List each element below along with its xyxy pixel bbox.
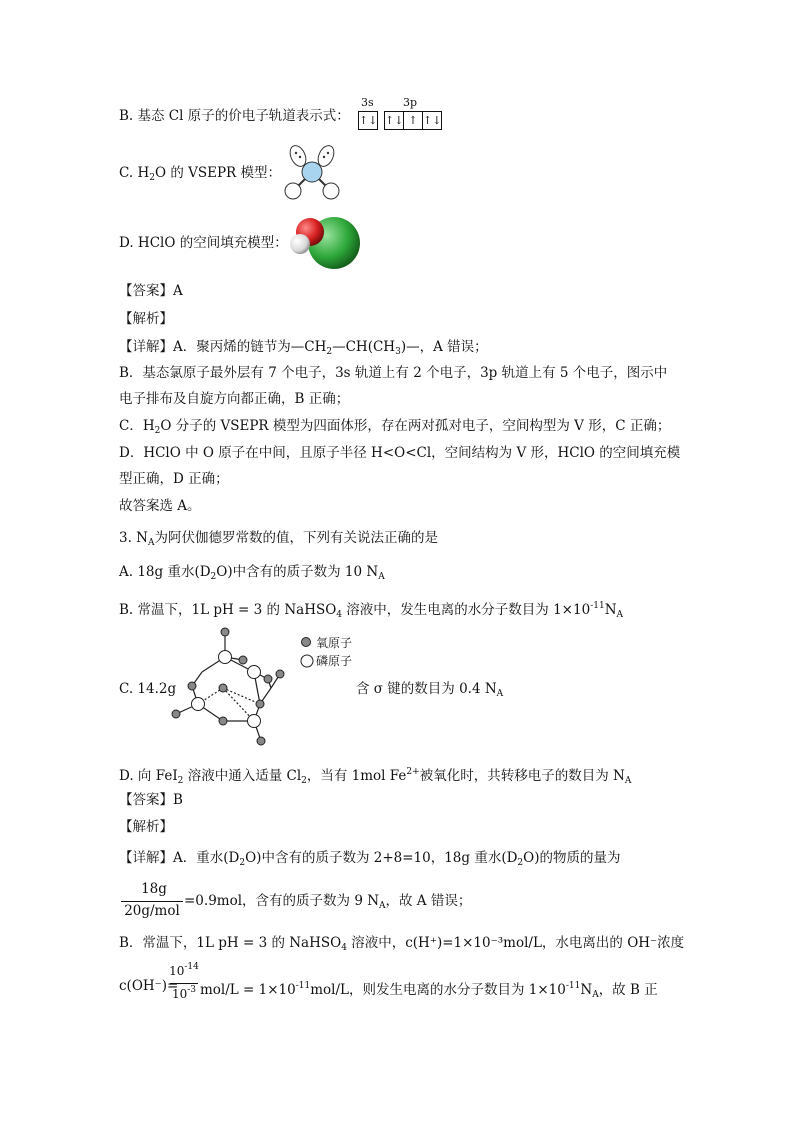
detail-1-line-2 bbox=[119, 364, 667, 382]
detail-1-l4a: C．H bbox=[119, 418, 155, 434]
answer-2 bbox=[119, 791, 183, 809]
q3-b-mid: 溶液中，发生电离的水分子数目为 1×10 bbox=[342, 602, 591, 618]
detail-2-l4-n: N bbox=[580, 982, 593, 998]
q3-b-n: N bbox=[604, 602, 617, 618]
orbital-3p-label: 3p bbox=[403, 96, 418, 109]
analysis-2-text: 【解析】 bbox=[119, 819, 173, 835]
detail-2-l1-o: O bbox=[245, 850, 257, 866]
p4o10-structure-image bbox=[168, 626, 298, 748]
detail-2-l1b: )中含有的质子数为 2+8=10，18g 重水( bbox=[256, 850, 507, 866]
q3-d-mid2: ，当有 1mol Fe bbox=[306, 768, 407, 784]
q3-a-d: D bbox=[199, 564, 211, 580]
option-c bbox=[119, 164, 281, 187]
detail-1-line-3 bbox=[119, 390, 349, 408]
detail-2-l2b: ，故 A 错误； bbox=[385, 893, 472, 909]
detail-1-l5: D．HClO 中 O 原子在中间，且原子半径 H<O<Cl，空间结构为 V 形，HClO 的空间填充模 bbox=[119, 445, 681, 461]
detail-2-l4-exp: -11 bbox=[295, 981, 311, 991]
q3-stem-sub: A bbox=[147, 538, 155, 548]
q3-b-exp: -11 bbox=[590, 601, 605, 611]
detail-2-l3-sub: 4 bbox=[341, 943, 347, 953]
detail-2-l4-exp2: -11 bbox=[565, 981, 581, 991]
oh-den-base: 10 bbox=[171, 987, 188, 1001]
detail-1-line-1 bbox=[119, 338, 488, 361]
detail-2-l2a: =0.9mol，含有的质子数为 9 N bbox=[184, 893, 380, 909]
water-formula-o: O bbox=[154, 165, 167, 181]
q3-a-dsub: 2 bbox=[210, 572, 217, 582]
fraction-bar bbox=[121, 901, 183, 902]
q3-stem-pre: 3. N bbox=[119, 530, 148, 546]
detail-1-l7: 故答案选 A。 bbox=[119, 498, 201, 514]
fraction-denominator: 20g/mol bbox=[124, 903, 180, 919]
detail-2-l1-o2: O bbox=[523, 850, 535, 866]
detail-2-l2-sub: A bbox=[379, 901, 386, 911]
detail-1-label: 【详解】 bbox=[119, 339, 173, 355]
question-3-option-b bbox=[119, 597, 623, 624]
q3-a-o: O bbox=[216, 564, 228, 580]
q3-b-pre: B. 常温下，1L pH = 3 的 NaHSO bbox=[119, 602, 337, 618]
q3-c-post: 含 σ 键的数目为 0.4 N bbox=[356, 681, 497, 697]
detail-1-l1b: —CH(CH bbox=[332, 339, 396, 355]
detail-1-line-7 bbox=[119, 497, 201, 515]
vsepr-model-image bbox=[282, 142, 344, 204]
detail-2-l1-dsub2: 2 bbox=[517, 858, 524, 868]
oh-fraction-denominator bbox=[169, 985, 199, 1001]
detail-1-l3: 电子排布及自旋方向都正确，B 正确； bbox=[119, 391, 350, 407]
question-3-option-c bbox=[119, 680, 176, 698]
detail-2-l4-nsub: A bbox=[592, 990, 599, 1000]
detail-1-line-4 bbox=[119, 417, 670, 440]
detail-2-l1-dsub: 2 bbox=[239, 858, 246, 868]
detail-2-l4b: mol/L，则发生电离的水分子数目为 1×10 bbox=[310, 982, 566, 998]
water-formula-sub: 2 bbox=[149, 173, 155, 183]
q3-b-nsub: A bbox=[616, 610, 623, 620]
q3-a-mid: )中含有的质子数为 10 N bbox=[227, 564, 379, 580]
orbital-3p-boxes bbox=[384, 111, 442, 130]
hclo-space-filling-model-image bbox=[286, 213, 362, 271]
oh-num-base: 10 bbox=[169, 964, 185, 978]
legend-phosphorus-label: 磷原子 bbox=[316, 654, 353, 668]
detail-1-l6: 型正确，D 正确； bbox=[119, 471, 229, 487]
q3-a-sub: A bbox=[378, 572, 385, 582]
q3-d-sub2: 2 bbox=[301, 776, 307, 786]
legend-oxygen-icon bbox=[300, 636, 312, 648]
orbital-3s-label: 3s bbox=[361, 96, 374, 109]
q3-c-pre: C. 14.2g bbox=[119, 681, 177, 697]
analysis-1-heading bbox=[119, 310, 173, 328]
detail-2-l1a: A．重水( bbox=[173, 850, 229, 866]
detail-2-l4-pre: c(OH⁻)= bbox=[119, 978, 179, 994]
legend-oxygen-label: 氧原子 bbox=[316, 636, 353, 650]
detail-1-l4b: O 分子的 VSEPR 模型为四面体形，存在两对孤对电子，空间构型为 V 形，C 正确； bbox=[160, 418, 671, 434]
detail-1-l1-sub2: 3 bbox=[395, 347, 401, 357]
detail-1-line-6 bbox=[119, 470, 229, 488]
detail-2-l1c: )的物质的量为 bbox=[534, 850, 621, 866]
orbital-3p-box-2: ↑ bbox=[404, 112, 423, 129]
option-d-text: D. HClO 的空间填充模型： bbox=[119, 235, 288, 251]
answer-2-text: 【答案】B bbox=[119, 792, 183, 808]
detail-1-l4-sub: 2 bbox=[154, 426, 161, 436]
q3-stem-text: 为阿伏伽德罗常数的值，下列有关说法正确的是 bbox=[154, 530, 438, 546]
question-3-option-a bbox=[119, 563, 385, 586]
orbital-3p-box-3: ↑↓ bbox=[423, 114, 442, 127]
analysis-2-heading bbox=[119, 818, 173, 836]
orbital-3s-arrows: ↑↓ bbox=[359, 114, 378, 127]
analysis-1-text: 【解析】 bbox=[119, 311, 173, 327]
option-c-prefix: C. bbox=[119, 165, 138, 181]
question-3-stem bbox=[119, 529, 438, 552]
oh-num-exp: -14 bbox=[184, 962, 199, 972]
detail-1-l1a: A．聚丙烯的链节为—CH bbox=[173, 339, 327, 355]
q3-d-end: 被氧化时，共转移电子的数目为 N bbox=[419, 768, 625, 784]
detail-2-label: 【详解】 bbox=[119, 850, 173, 866]
q3-c-sub: A bbox=[496, 689, 504, 699]
question-3-option-c-tail bbox=[356, 680, 503, 703]
q3-d-sup: 2+ bbox=[406, 767, 420, 777]
detail-2-line-4 bbox=[200, 977, 658, 1004]
orbital-3p-box-1: ↑↓ bbox=[385, 114, 404, 127]
water-formula-h: H bbox=[137, 165, 150, 181]
orbital-3s-box bbox=[358, 111, 378, 130]
detail-2-l1-d2: D bbox=[506, 850, 518, 866]
oh-fraction-bar bbox=[170, 983, 198, 984]
detail-2-line-2 bbox=[184, 892, 471, 915]
q3-b-sub4: 4 bbox=[336, 610, 343, 620]
q3-d-pre: D. 向 FeI bbox=[119, 768, 178, 784]
q3-a-pre: A. 18g 重水( bbox=[119, 564, 200, 580]
detail-2-l4a: mol/L = 1×10 bbox=[200, 982, 296, 998]
detail-2-l3a: B．常温下，1L pH = 3 的 NaHSO bbox=[119, 935, 342, 951]
answer-1-text: 【答案】A bbox=[119, 283, 183, 299]
detail-1-line-5 bbox=[119, 444, 680, 462]
detail-2-l4c: ，故 B 正 bbox=[598, 982, 658, 998]
option-b-text: B. 基态 Cl 原子的价电子轨道表示式： bbox=[119, 108, 350, 124]
answer-1 bbox=[119, 282, 183, 300]
detail-2-l3b: 溶液中，c(H⁺)=1×10⁻³mol/L，水电离出的 OH⁻浓度 bbox=[346, 935, 685, 951]
detail-1-l1-sub1: 2 bbox=[326, 347, 333, 357]
question-3-option-d bbox=[119, 763, 631, 790]
q3-d-nsub: A bbox=[624, 776, 632, 786]
oh-fraction-numerator bbox=[169, 962, 199, 978]
detail-1-l2: B．基态氯原子最外层有 7 个电子，3s 轨道上有 2 个电子，3p 轨道上有 5 个电子，图示中 bbox=[119, 365, 668, 381]
option-b bbox=[119, 107, 350, 125]
detail-2-line-3 bbox=[119, 934, 684, 957]
option-c-text: 的 VSEPR 模型： bbox=[166, 165, 282, 181]
fraction-numerator: 18g bbox=[141, 881, 167, 897]
detail-1-l1c: )—，A 错误； bbox=[400, 339, 488, 355]
q3-d-mid: 溶液中通入适量 Cl bbox=[183, 768, 302, 784]
oh-den-exp: -3 bbox=[187, 985, 197, 995]
detail-2-l1-d: D bbox=[228, 850, 240, 866]
detail-2-line-1 bbox=[119, 849, 621, 872]
legend-phosphorus-icon bbox=[300, 654, 314, 668]
q3-d-sub: 2 bbox=[177, 776, 184, 786]
option-d bbox=[119, 234, 288, 252]
